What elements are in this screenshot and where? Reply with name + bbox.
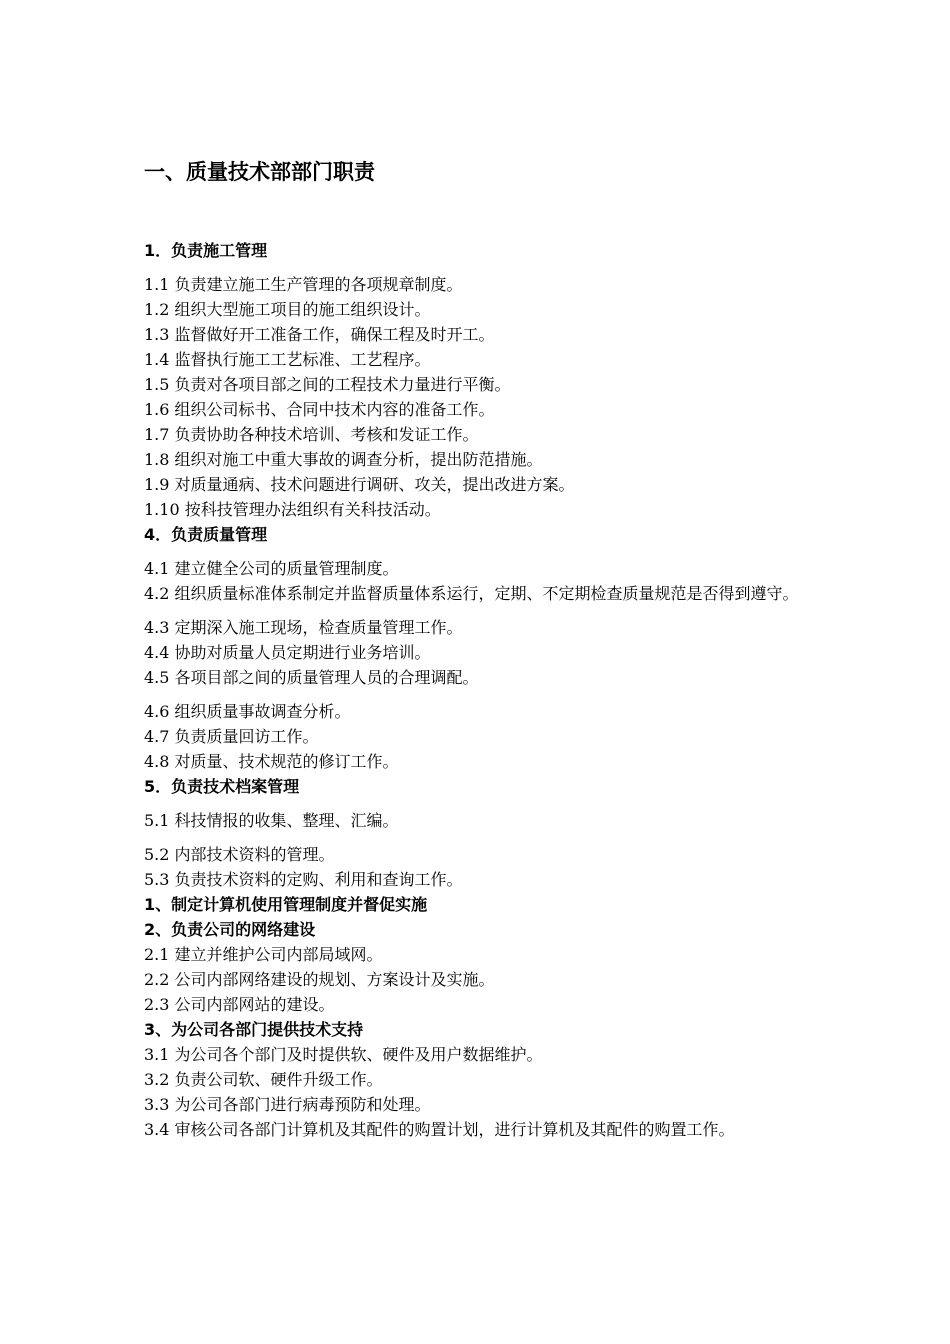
list-item: 2.1 建立并维护公司内部局域网。 bbox=[144, 945, 383, 964]
list-item: 3.2 负责公司软、硬件升级工作。 bbox=[144, 1070, 383, 1089]
section-heading: 3、为公司各部门提供技术支持 bbox=[144, 1020, 364, 1039]
list-item: 4.7 负责质量回访工作。 bbox=[144, 727, 319, 746]
list-item: 5.3 负责技术资料的定购、利用和查询工作。 bbox=[144, 870, 463, 889]
list-item: 4.6 组织质量事故调查分析。 bbox=[144, 702, 351, 721]
list-item: 3.1 为公司各个部门及时提供软、硬件及用户数据维护。 bbox=[144, 1045, 543, 1064]
list-item: 2.3 公司内部网站的建设。 bbox=[144, 995, 335, 1014]
list-item: 4.5 各项目部之间的质量管理人员的合理调配。 bbox=[144, 668, 479, 687]
list-item: 4.8 对质量、技术规范的修订工作。 bbox=[144, 752, 399, 771]
list-item: 1.6 组织公司标书、合同中技术内容的准备工作。 bbox=[144, 400, 495, 419]
list-item: 1.4 监督执行施工工艺标准、工艺程序。 bbox=[144, 350, 431, 369]
section-heading: 2、负责公司的网络建设 bbox=[144, 920, 316, 939]
list-item: 4.2 组织质量标准体系制定并监督质量体系运行，定期、不定期检查质量规范是否得到遵守。 bbox=[144, 584, 799, 603]
list-item: 1.5 负责对各项目部之间的工程技术力量进行平衡。 bbox=[144, 375, 511, 394]
list-item: 4.3 定期深入施工现场，检查质量管理工作。 bbox=[144, 618, 463, 637]
list-item: 1.2 组织大型施工项目的施工组织设计。 bbox=[144, 300, 431, 319]
list-item: 1.7 负责协助各种技术培训、考核和发证工作。 bbox=[144, 425, 479, 444]
section-heading: 5．负责技术档案管理 bbox=[144, 777, 300, 796]
list-item: 1.10 按科技管理办法组织有关科技活动。 bbox=[144, 500, 441, 519]
list-item: 3.4 审核公司各部门计算机及其配件的购置计划，进行计算机及其配件的购置工作。 bbox=[144, 1120, 735, 1139]
section-heading: 1．负责施工管理 bbox=[144, 241, 268, 260]
section-heading: 4．负责质量管理 bbox=[144, 525, 268, 544]
list-item: 1.8 组织对施工中重大事故的调查分析，提出防范措施。 bbox=[144, 450, 543, 469]
document-body bbox=[144, 238, 808, 1142]
list-item: 4.4 协助对质量人员定期进行业务培训。 bbox=[144, 643, 431, 662]
list-item: 5.2 内部技术资料的管理。 bbox=[144, 845, 335, 864]
page-title: 一、质量技术部部门职责 bbox=[144, 160, 375, 184]
list-item: 4.1 建立健全公司的质量管理制度。 bbox=[144, 559, 399, 578]
list-item: 1.3 监督做好开工准备工作，确保工程及时开工。 bbox=[144, 325, 495, 344]
list-item: 3.3 为公司各部门进行病毒预防和处理。 bbox=[144, 1095, 431, 1114]
list-item: 5.1 科技情报的收集、整理、汇编。 bbox=[144, 811, 399, 830]
list-item: 1.9 对质量通病、技术问题进行调研、攻关，提出改进方案。 bbox=[144, 475, 575, 494]
list-item: 1.1 负责建立施工生产管理的各项规章制度。 bbox=[144, 275, 463, 294]
list-item: 2.2 公司内部网络建设的规划、方案设计及实施。 bbox=[144, 970, 495, 989]
section-heading: 1、制定计算机使用管理制度并督促实施 bbox=[144, 895, 428, 914]
